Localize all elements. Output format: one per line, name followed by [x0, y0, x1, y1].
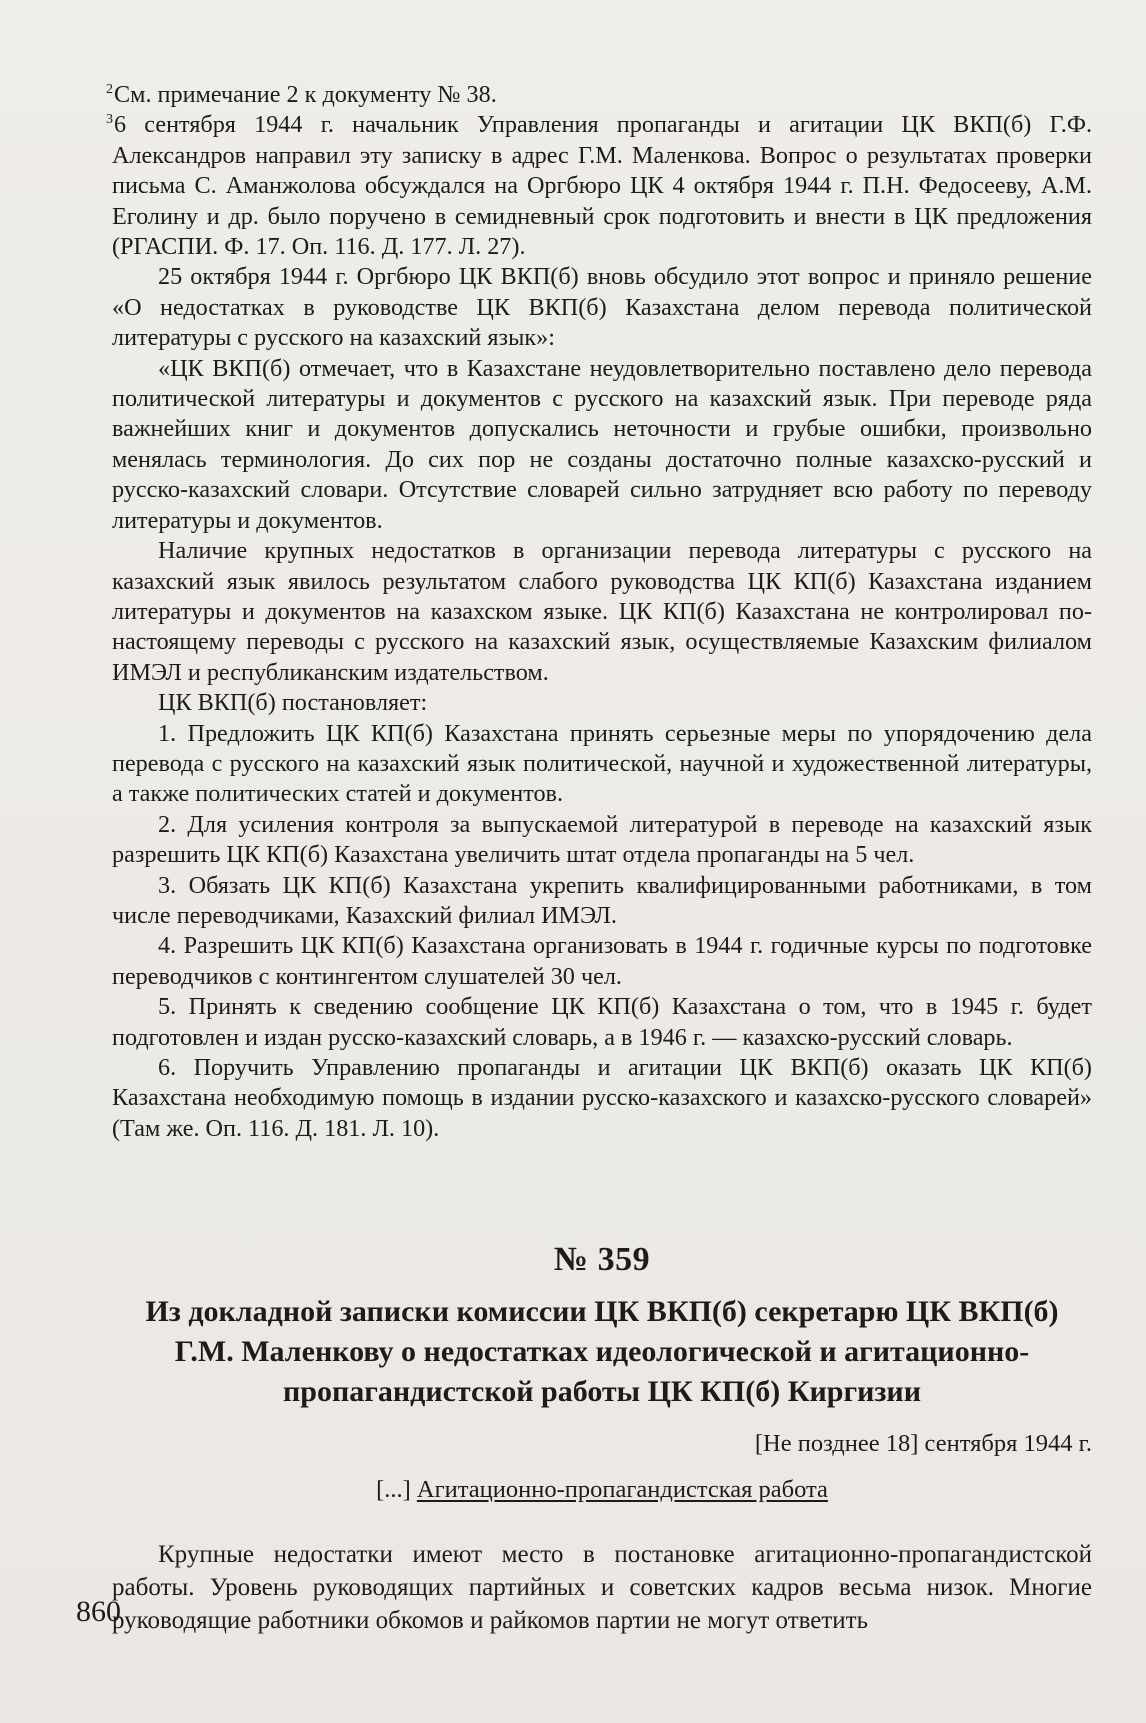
- resolution-item: 3. Обязать ЦК КП(б) Казахстана укрепить квалифицированными работниками, в том числе переводчиками, Казахский филиал ИМЭЛ.: [112, 871, 1092, 929]
- footnote-2: [106, 80, 1092, 110]
- resolution-item: 6. Поручить Управлению пропаганды и агитации ЦК ВКП(б) оказать ЦК КП(б) Казахстана необходимую помощь в издании русско-казахского и казахско-русского словарей» (Там же. Оп. 116. Д. 181. Л. 10).: [112, 1054, 1092, 1142]
- title-line: Г.М. Маленкову о недостатках идеологической и агитационно-: [174, 1335, 1030, 1369]
- page-number: 860: [76, 1595, 121, 1628]
- paragraph: «ЦК ВКП(б) отмечает, что в Казахстане неудовлетворительно поставлено дело перевода политической литературы и документов с русского на казахский язык. При переводе ряда важнейших книг и документов допускались неточности и грубые ошибки, произвольно менялась терминология. До сих пор не созданы достаточно полные казахско-русский и русско-казахский словари. Отсутствие словарей сильно затрудняет всю работу по переводу литературы и документов.: [112, 354, 1092, 534]
- resolution-item: 1. Предложить ЦК КП(б) Казахстана принять серьезные меры по упорядочению дела перевода с русского на казахский язык политической, научной и художественной литературы, а также политических статей и документов.: [112, 719, 1092, 808]
- resolution-item: 2. Для усиления контроля за выпускаемой литературой в переводе на казахский язык разрешить ЦК КП(б) Казахстана увеличить штат отдела пропаганды на 5 чел.: [112, 810, 1092, 869]
- footnote-text: См. примечание 2 к документу № 38.: [114, 81, 497, 108]
- document-date: [Не позднее 18] сентября 1944 г.: [754, 1430, 1092, 1458]
- paragraph: ЦК ВКП(б) постановляет:: [158, 689, 428, 717]
- footnote-3: [106, 110, 1092, 262]
- paragraph: Наличие крупных недостатков в организации перевода литературы с русского на казахский язык явилось результатом слабого руководства ЦК КП(б) Казахстана изданием литературы и документов на казахском языке. ЦК КП(б) Казахстана не контролировал по-настоящему переводы с русского на казахский язык, осуществляемые Казахским филиалом ИМЭЛ и республиканским издательством.: [112, 537, 1092, 686]
- footnote-text: 6 сентября 1944 г. начальник Управления пропаганды и агитации ЦК ВКП(б) Г.Ф. Александров направил эту записку в адрес Г.М. Маленкова. Вопрос о результатах проверки письма С. Аманжолова обсуждался на Оргбюро ЦК 4 октября 1944 г. П.Н. Федосееву, А.М. Еголину и др. было поручено в семидневный срок подготовить и внести в ЦК предложения (РГАСПИ. Ф. 17. Оп. 116. Д. 177. Л. 27).: [112, 111, 1092, 261]
- footnote-mark: 3: [106, 112, 113, 128]
- paragraph: 25 октября 1944 г. Оргбюро ЦК ВКП(б) вновь обсудило этот вопрос и приняло решение «О недостатках в руководстве ЦК ВКП(б) Казахстана делом перевода политической литературы с русского на казахский язык»:: [112, 263, 1092, 352]
- resolution-item: 5. Принять к сведению сообщение ЦК КП(б) Казахстана о том, что в 1945 г. будет подготовлен и издан русско-казахский словарь, а в 1946 г. — казахско-русский словарь.: [112, 993, 1092, 1051]
- title-line: пропагандистской работы ЦК КП(б) Киргизии: [283, 1375, 921, 1409]
- page-content: [106, 80, 1092, 1637]
- resolution-item: 4. Разрешить ЦК КП(б) Казахстана организовать в 1944 г. годичные курсы по подготовке переводчиков с контингентом слушателей 30 чел.: [112, 932, 1092, 990]
- section-title: Агитационно-пропагандистская работа: [416, 1476, 828, 1504]
- footnote-mark: 2: [106, 82, 113, 97]
- document-title: [112, 1292, 1092, 1412]
- section-heading: [112, 1474, 1092, 1506]
- title-line: Из докладной записки комиссии ЦК ВКП(б) секретарю ЦК ВКП(б): [145, 1295, 1059, 1329]
- document-body: Крупные недостатки имеют место в постановке агитационно-пропагандистской работы. Уровень руководящих партийных и советских кадров весьма низок. Многие руководящие работники обкомов и райкомов партии не могут ответить: [112, 1541, 1092, 1635]
- document-number: № 359: [553, 1241, 651, 1279]
- section-prefix: [...]: [376, 1476, 411, 1504]
